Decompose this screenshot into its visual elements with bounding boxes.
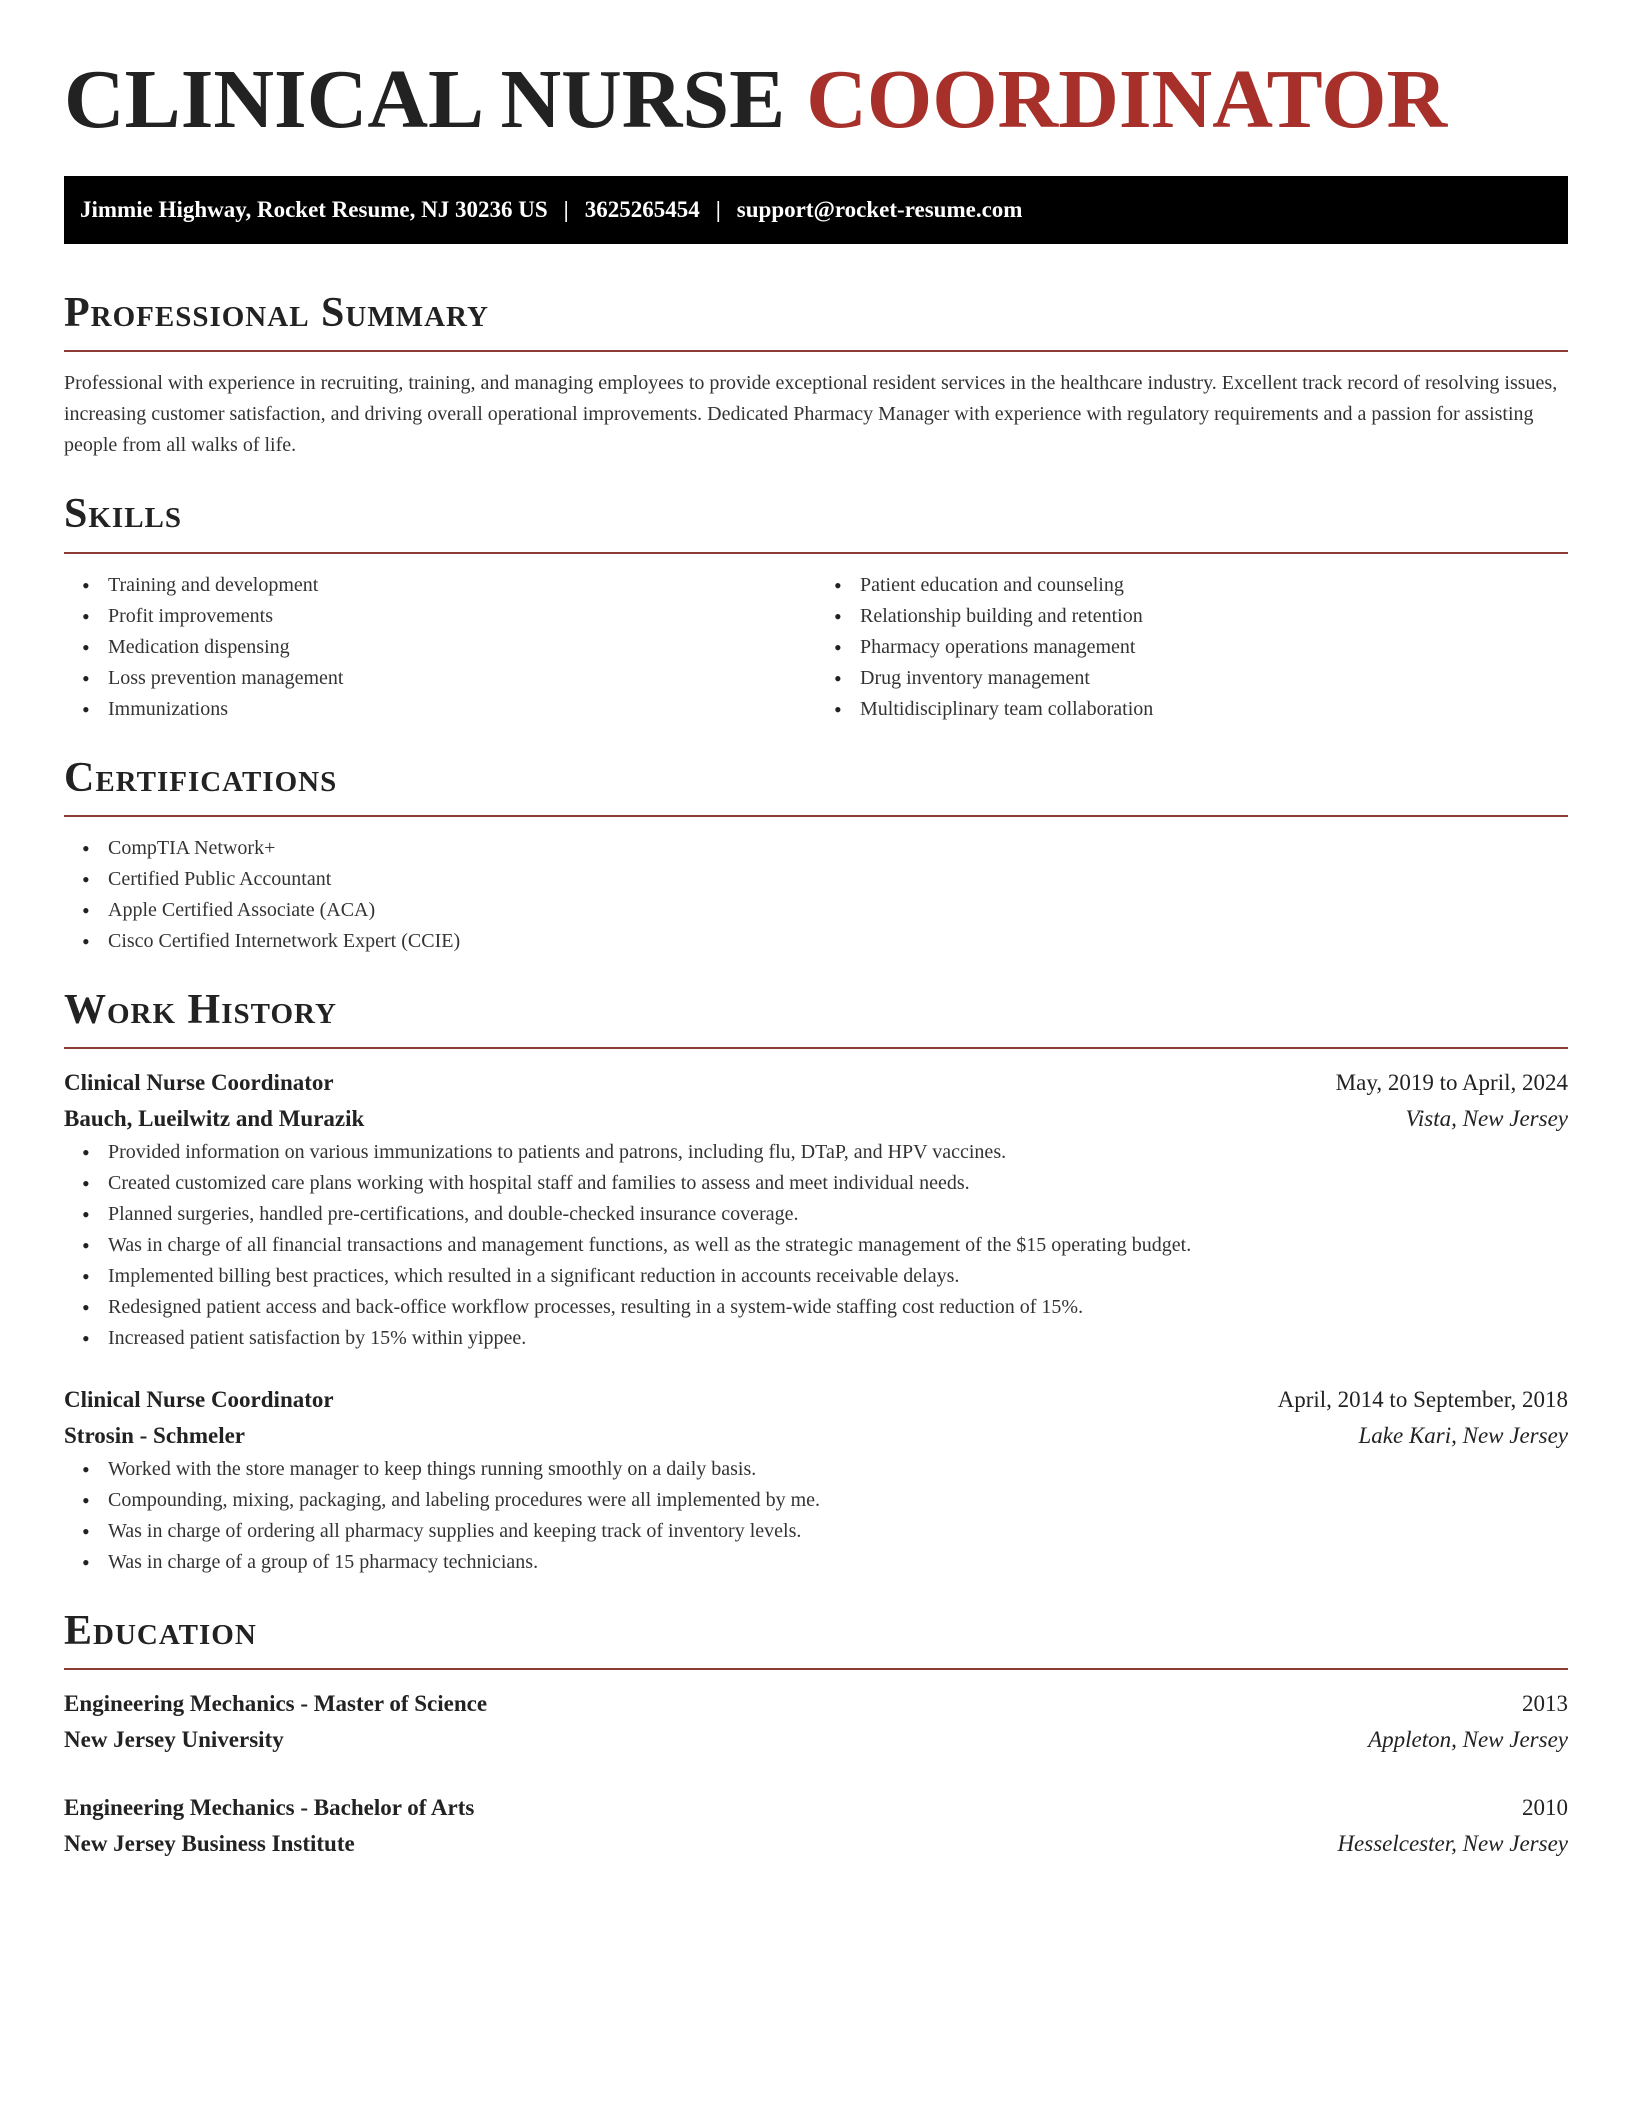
job-company-row [64,1418,1568,1454]
job-location: Vista, New Jersey [1405,1105,1568,1131]
job-company: Bauch, Lueilwitz and Murazik [64,1105,365,1131]
job-bullet: • Increased patient satisfaction by 15% within yippee. [108,1323,1568,1354]
job-bullet: • Compounding, mixing, packaging, and labeling procedures were all implemented by me. [108,1485,1568,1516]
skill-item: • Multidisciplinary team collaboration [860,694,1568,725]
skill-item: • Relationship building and retention [860,601,1568,632]
job-bullet: • Was in charge of a group of 15 pharmacy technicians. [108,1547,1568,1578]
skill-item: • Medication dispensing [108,632,816,663]
skills-column-right [816,570,1568,725]
job-entry [64,1065,1568,1354]
work-history-heading: Work History [64,986,337,1033]
contact-separator: | [715,197,721,223]
skills-heading: Skills [64,491,183,538]
section-divider [64,350,1568,352]
certification-item: • Apple Certified Associate (ACA) [108,895,1568,926]
education-degree: Engineering Mechanics - Master of Science [64,1691,488,1717]
certifications-section [64,755,1568,957]
contact-email: support@rocket-resume.com [736,197,1023,223]
job-bullet-list [64,1454,1568,1578]
section-divider [64,1668,1568,1670]
job-bullet: • Worked with the store manager to keep things running smoothly on a daily basis. [108,1454,1568,1485]
summary-text: Professional with experience in recruiting, training, and managing employees to provide exceptional resident services in the healthcare industry. Excellent track record of resolving issues, increasing customer satisfaction, and driving overall operational improvements. Dedicated Pharmacy Manager with experience with regulatory requirements and a passion for assisting people from all walks of life. [64,372,1558,457]
title-accent: COORDINATOR [806,53,1448,146]
job-company-row [64,1101,1568,1137]
skills-list-left [64,570,816,725]
skill-item: • Immunizations [108,694,816,725]
skill-item: • Loss prevention management [108,663,816,694]
contact-address: Jimmie Highway, Rocket Resume, NJ 30236 US [80,197,548,223]
job-bullet: • Redesigned patient access and back-office workflow processes, resulting in a system-wide staffing cost reduction of 15%. [108,1292,1568,1323]
skill-item: • Drug inventory management [860,663,1568,694]
job-title: Clinical Nurse Coordinator [64,1386,334,1412]
education-entry [64,1686,1568,1758]
education-school-row [64,1722,1568,1758]
education-entry [64,1790,1568,1862]
skills-grid [64,570,1568,725]
job-bullet: • Implemented billing best practices, which resulted in a significant reduction in accounts receivable delays. [108,1261,1568,1292]
job-dates: April, 2014 to September, 2018 [1277,1386,1568,1412]
job-title: Clinical Nurse Coordinator [64,1069,334,1095]
job-bullet: • Was in charge of all financial transactions and management functions, as well as the strategic management of the $15 operating budget. [108,1230,1568,1261]
section-divider [64,552,1568,554]
job-title-row [64,1382,1568,1418]
education-degree-row [64,1686,1568,1722]
job-company: Strosin - Schmeler [64,1422,246,1448]
section-divider [64,815,1568,817]
skill-item: • Training and development [108,570,816,601]
job-bullet-list [64,1137,1568,1354]
skill-item: • Pharmacy operations management [860,632,1568,663]
certification-item: • Cisco Certified Internetwork Expert (CCIE) [108,926,1568,957]
section-divider [64,1047,1568,1049]
skill-item: • Patient education and counseling [860,570,1568,601]
education-location: Hesselcester, New Jersey [1337,1831,1568,1857]
job-bullet: • Planned surgeries, handled pre-certifications, and double-checked insurance coverage. [108,1199,1568,1230]
certification-item: • CompTIA Network+ [108,833,1568,864]
resume-title [64,53,1568,146]
summary-section [64,290,1568,461]
education-year: 2010 [1522,1795,1568,1821]
education-heading: Education [64,1607,257,1654]
job-bullet: • Was in charge of ordering all pharmacy supplies and keeping track of inventory levels. [108,1516,1568,1547]
education-year: 2013 [1522,1691,1568,1717]
job-dates: May, 2019 to April, 2024 [1335,1069,1568,1095]
contact-separator: | [563,197,569,223]
certifications-heading: Certifications [64,754,338,801]
job-bullet: • Created customized care plans working with hospital staff and families to assess and meet individual needs. [108,1168,1568,1199]
education-school-row [64,1826,1568,1862]
skill-item: • Profit improvements [108,601,816,632]
title-primary: CLINICAL NURSE [64,53,786,146]
certifications-list [64,833,1568,957]
education-school: New Jersey Business Institute [64,1831,355,1857]
job-location: Lake Kari, New Jersey [1358,1422,1568,1448]
skills-column-left [64,570,816,725]
work-history-section [64,987,1568,1578]
summary-heading: Professional Summary [64,290,489,337]
education-degree-row [64,1790,1568,1826]
education-section [64,1608,1568,1862]
education-location: Appleton, New Jersey [1368,1727,1568,1753]
skills-list-right [816,570,1568,725]
job-entry [64,1382,1568,1578]
education-school: New Jersey University [64,1727,284,1753]
skills-section [64,491,1568,724]
certification-item: • Certified Public Accountant [108,864,1568,895]
contact-bar [64,176,1568,244]
job-bullet: • Provided information on various immunizations to patients and patrons, including flu, DTaP, and HPV vaccines. [108,1137,1568,1168]
education-degree: Engineering Mechanics - Bachelor of Arts [64,1795,475,1821]
job-title-row [64,1065,1568,1101]
contact-phone: 3625265454 [584,197,700,223]
